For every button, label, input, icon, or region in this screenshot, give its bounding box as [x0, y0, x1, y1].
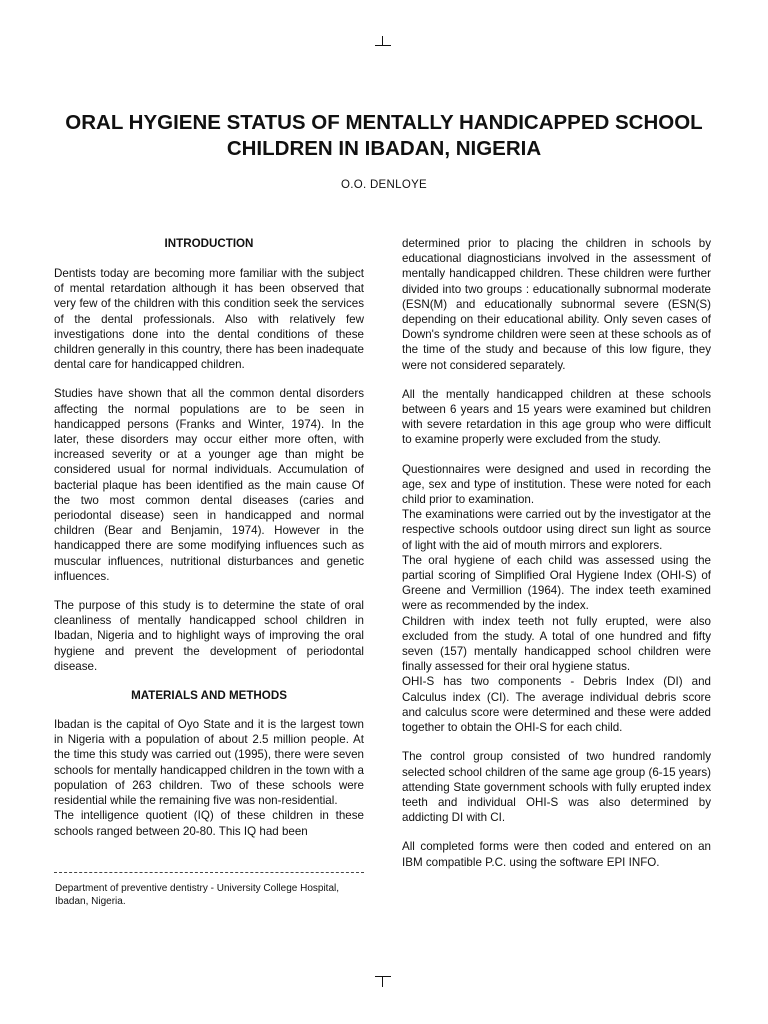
crop-mark-bottom [375, 976, 391, 988]
right-paragraph-1: determined prior to placing the children in schools by educational diagnosticians involved in the assessment of mentally handicapped children. These children were further divided into two groups : educationally subnormal moderate (ESN(M) and educationally subnormal severe (ESN(S) depending on their educational ability. Only seven cases of Down's syndrome children were seen at these schools as of the time of the study and because of this low figure, they were not considered separately. [402, 237, 711, 372]
footnote-divider [54, 872, 364, 873]
right-column [402, 236, 711, 884]
introduction-heading: INTRODUCTION [164, 237, 254, 250]
intro-paragraph-3: The purpose of this study is to determine the state of oral cleanliness of mentally handicapped school children in Ibadan, Nigeria and to highlight ways of improving the oral hygiene and prevent the development of periodontal disease. [54, 599, 364, 673]
right-paragraph-3: Questionnaires were designed and used in recording the age, sex and type of institution. These were noted for each child prior to examination. [402, 462, 711, 507]
author-name: O.O. DENLOYE [340, 179, 428, 191]
crop-mark-top [375, 36, 391, 46]
right-paragraph-8: The control group consisted of two hundred randomly selected school children of the same age group (6-15 years) attending State government schools with fully erupted index teeth and individual OHI-S was also determined by addicting DI with CI. [402, 750, 711, 825]
right-paragraph-6: Children with index teeth not fully erupted, were also excluded from the study. A total of one hundred and fifty seven (157) mentally handicapped school children were finally assessed for their oral hygiene status. [402, 614, 711, 674]
right-paragraph-2: All the mentally handicapped children at these schools between 6 years and 15 years were examined but children with severe retardation in this age group who were difficult to examine properly were excluded from the study. [402, 387, 711, 447]
right-paragraph-9: All completed forms were then coded and entered on an IBM compatible P.C. using the software EPI INFO. [402, 840, 711, 869]
methods-paragraph-1: Ibadan is the capital of Oyo State and it is the largest town in Nigeria with a population of about 2.5 million people. At the time this study was carried out (1995), there were seven schools for mentally handicapped children in the town with a population of 263 children. Two of these schools were residential while the remaining five was non-residential. [54, 718, 364, 808]
right-paragraph-7: OHI-S has two components - Debris Index (DI) and Calculus index (CI). The average individual debris score and calculus score were determined and these were added together to obtain the OHI-S for each child. [402, 675, 711, 735]
methods-heading: MATERIALS AND METHODS [131, 689, 287, 703]
footnote: Department of preventive dentistry - University College Hospital, Ibadan, Nigeria. [55, 883, 340, 907]
intro-paragraph-2: Studies have shown that all the common dental disorders affecting the normal populations are to be seen in handicapped persons (Franks and Winter, 1974). In the later, these disorders may occur either more often, with increased severity or at a younger age than might be considered usual for normal individuals. Accumulation of bacterial plaque has been identified as the main cause Of the two most common dental diseases (caries and periodontal disease) seen in handicapped and normal children (Bear and Benjamin, 1974). However in the handicapped there are some modifying influences such as muscular influences, nutritional disturbances and genetic influences. [54, 387, 364, 583]
right-paragraph-5: The oral hygiene of each child was assessed using the partial scoring of Simplified Oral Hygiene Index (OHI-S) of Greene and Vermillion (1964). The index teeth examined were as recommended by the index. [402, 553, 711, 613]
paper-title: ORAL HYGIENE STATUS OF MENTALLY HANDICAPPED SCHOOL CHILDREN IN IBADAN, NIGERIA [65, 111, 703, 160]
intro-paragraph-1: Dentists today are becoming more familiar with the subject of mental retardation although it has been observed that very few of the children with this condition seek the services of the dental professionals. Also with relatively few investigations done into the dental conditions of these children generally in this country, there has been inadequate dental care for handicapped children. [54, 267, 364, 372]
right-paragraph-4: The examinations were carried out by the investigator at the respective schools outdoor using direct sun light as source of light with the aid of mouth mirrors and explorers. [402, 508, 711, 552]
methods-paragraph-2: The intelligence quotient (IQ) of these children in these schools ranged between 20-80. This IQ had been [54, 809, 364, 838]
left-column [54, 236, 364, 839]
